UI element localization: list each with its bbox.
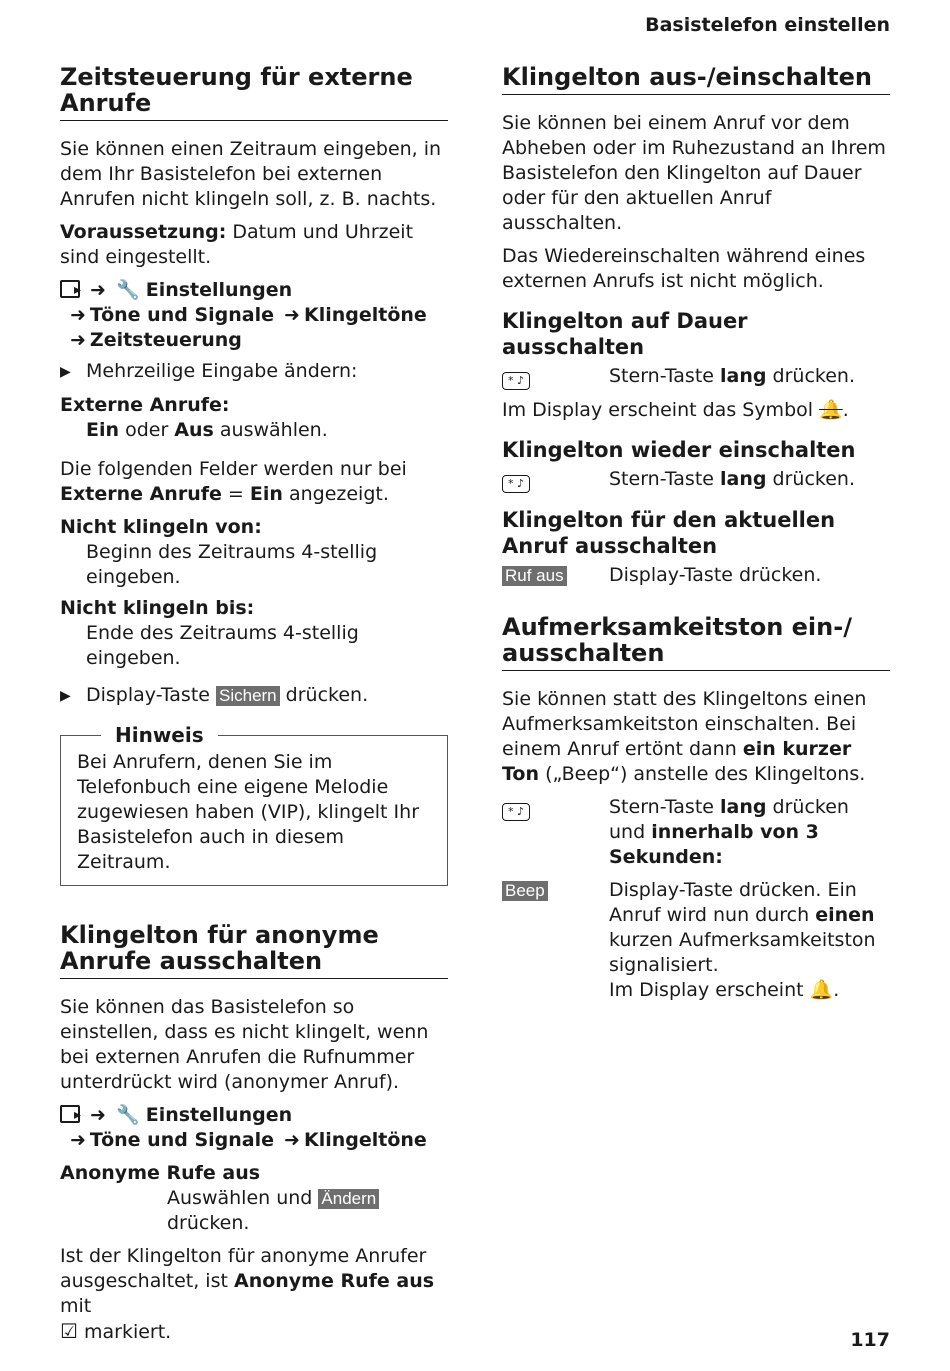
arrow-icon: ➜ [284, 304, 300, 326]
menu-key-icon [60, 1105, 80, 1123]
menu-path [60, 1103, 448, 1153]
triangle-bullet-icon: ▶ [60, 688, 71, 704]
section-title: Aufmerksamkeitston ein-/ ausschalten [502, 614, 890, 671]
para-post: („Beep“) anstelle des Klingeltons. [539, 763, 866, 785]
key-row [502, 563, 890, 588]
prereq-text: Datum und Uhrzeit sind eingestellt. [60, 221, 414, 268]
star-key-icon: * ♪ [502, 475, 530, 493]
page-number: 117 [850, 1329, 890, 1351]
key-desc [609, 467, 855, 493]
step-text: Mehrzeilige Eingabe ändern: [86, 360, 358, 382]
arrow-icon: ➜ [284, 1129, 300, 1151]
desc-pre: Stern-Taste [609, 796, 721, 818]
desc-bold: lang [720, 365, 767, 387]
softkey-ruf-aus: Ruf aus [502, 566, 567, 586]
paragraph [502, 687, 890, 787]
closing-pre: Ist der Klingelton für anonyme Anrufer ausgeschaltet, ist [60, 1245, 427, 1292]
paragraph: Das Wiedereinschalten während eines externen Anrufs ist nicht möglich. [502, 245, 866, 292]
para-bold: ein kurzer Ton [502, 738, 852, 785]
step-bullet [60, 359, 448, 385]
desc-bold: lang [720, 796, 767, 818]
desc-post: drücken. [766, 468, 855, 490]
hint-box [60, 723, 448, 886]
menu-item: Klingeltöne [303, 304, 427, 326]
field-label: Externe Anrufe: [60, 394, 230, 416]
closing-bold: Anonyme Rufe aus [233, 1270, 435, 1292]
arrow-icon: ➜ [70, 1129, 86, 1151]
paragraph: Sie können bei einem Anruf vor dem Abheben oder im Ruhezustand an Ihrem Basistelefon den Klingelton auf Dauer oder für den aktuellen Anruf ausschalten. [502, 112, 886, 234]
key-row [502, 364, 890, 390]
subsection-title: Klingelton auf Dauer ausschalten [502, 309, 748, 359]
step-text [86, 683, 368, 709]
menu-item: Klingeltöne [303, 1129, 427, 1151]
softkey-sichern: Sichern [216, 686, 280, 706]
key-row [502, 467, 890, 493]
section-title: Klingelton für anonyme Anrufe ausschalten [60, 922, 448, 979]
note-text: Im Display erscheint das Symbol [502, 399, 814, 421]
triangle-bullet-icon: ▶ [60, 364, 71, 380]
arrow-icon: ➜ [90, 1104, 106, 1126]
arrow-icon: ➜ [70, 304, 86, 326]
text-end: auswählen. [213, 419, 328, 441]
softkey-aendern: Ändern [318, 1189, 379, 1209]
section-zeitsteuerung [60, 64, 448, 886]
step-post: drücken. [279, 684, 369, 706]
option-aus: Aus [174, 419, 214, 441]
subsection-title: Klingelton für den aktuellen Anruf ausschalten [502, 508, 836, 558]
softkey-beep: Beep [502, 881, 548, 901]
field-desc [167, 1186, 448, 1236]
prerequisite [60, 220, 448, 270]
menu-path [60, 278, 448, 353]
intro-text: Sie können einen Zeitraum eingeben, in dem Ihr Basistelefon bei externen Anrufen nicht klingeln soll, z. B. nachts. [60, 138, 442, 210]
key-row [502, 878, 890, 1003]
desc-bold: einen [815, 904, 875, 926]
wrench-icon: 🔧 [116, 279, 140, 301]
field-label: Anonyme Rufe aus [60, 1162, 261, 1184]
desc-bold: innerhalb von 3 Sekunden: [609, 821, 819, 868]
menu-item: Töne und Signale [89, 304, 274, 326]
field-desc: Ende des Zeitraums 4-stellig eingeben. [86, 622, 359, 669]
section-title: Zeitsteuerung für externe Anrufe [60, 64, 448, 121]
desc-bold: lang [720, 468, 767, 490]
desc-pre: Display-Taste drücken. Ein Anruf wird nun durch [609, 879, 857, 926]
section-aufmerksamkeitston [502, 614, 890, 1003]
desc-post: kurzen Aufmerksamkeitston signalisiert. [609, 929, 876, 976]
key-desc: Display-Taste drücken. [609, 564, 822, 586]
intro-text: Sie können das Basistelefon so einstellen, dass es nicht klingelt, wenn bei externen Anrufen die Rufnummer unterdrückt wird (anonymer Anruf). [60, 996, 429, 1093]
key-row [502, 795, 890, 870]
note-eq: = [221, 483, 250, 505]
closing-text [60, 1244, 448, 1345]
left-column [60, 64, 448, 1371]
star-key-icon: * ♪ [502, 372, 530, 390]
note-end: . [842, 399, 849, 421]
star-key-icon: * ♪ [502, 803, 530, 821]
hint-text: Bei Anrufern, denen Sie im Telefonbuch eine eigene Melodie zugewiesen haben (VIP), klingelt Ihr Basistelefon auch in diesem Zeitraum. [77, 751, 419, 873]
menu-item: Töne und Signale [89, 1129, 274, 1151]
section-title: Klingelton aus-/einschalten [502, 64, 890, 95]
step-pre: Display-Taste [86, 684, 216, 706]
section-klingelton-aus-ein [502, 64, 890, 588]
menu-item: Einstellungen [145, 1104, 293, 1126]
menu-item: Einstellungen [145, 279, 293, 301]
closing-mid: mit [60, 1295, 92, 1317]
section-anonym [60, 922, 448, 1345]
note-end: . [833, 979, 840, 1001]
field-label: Nicht klingeln von: [60, 516, 262, 538]
closing-post: markiert. [77, 1321, 172, 1343]
desc-pre: Stern-Taste [609, 365, 721, 387]
desc-post: drücken. [766, 365, 855, 387]
note-part: Die folgenden Felder werden nur bei [60, 458, 407, 480]
field-desc: Beginn des Zeitraums 4-stellig eingeben. [86, 541, 378, 588]
running-head: Basistelefon einstellen [645, 14, 890, 36]
bell-off-icon: 🔔 [819, 399, 843, 421]
checkbox-checked-icon: ☑ [60, 1319, 78, 1343]
prereq-label: Voraussetzung: [60, 221, 227, 243]
desc-post: drücken. [167, 1212, 250, 1234]
note-bold: Externe Anrufe [60, 483, 222, 505]
right-column [502, 64, 890, 1029]
beep-bell-icon: 🔔 [809, 979, 834, 1001]
hint-title: Hinweis [101, 723, 218, 747]
arrow-icon: ➜ [70, 329, 86, 351]
key-desc [609, 878, 890, 1003]
note-bold: Ein [249, 483, 283, 505]
step-bullet [60, 683, 448, 709]
key-desc [609, 364, 855, 390]
menu-item: Zeitsteuerung [89, 329, 242, 351]
desc-pre: Auswählen und [167, 1187, 319, 1209]
option-ein: Ein [86, 419, 120, 441]
field-label: Nicht klingeln bis: [60, 597, 255, 619]
display-note [502, 398, 890, 423]
field-desc [86, 418, 448, 443]
display-note: Im Display erscheint [609, 979, 804, 1001]
key-desc [609, 795, 890, 870]
desc-mid: drücken und [609, 796, 849, 843]
note-end: angezeigt. [282, 483, 389, 505]
text-or: oder [119, 419, 175, 441]
note-text [60, 457, 448, 507]
para-pre: Sie können statt des Klingeltons einen Aufmerksamkeitston einschalten. Bei einem Anruf ertönt dann [502, 688, 867, 760]
arrow-icon: ➜ [90, 279, 106, 301]
subsection-title: Klingelton wieder einschalten [502, 438, 856, 462]
wrench-icon: 🔧 [116, 1104, 140, 1126]
desc-pre: Stern-Taste [609, 468, 721, 490]
menu-key-icon [60, 280, 80, 298]
